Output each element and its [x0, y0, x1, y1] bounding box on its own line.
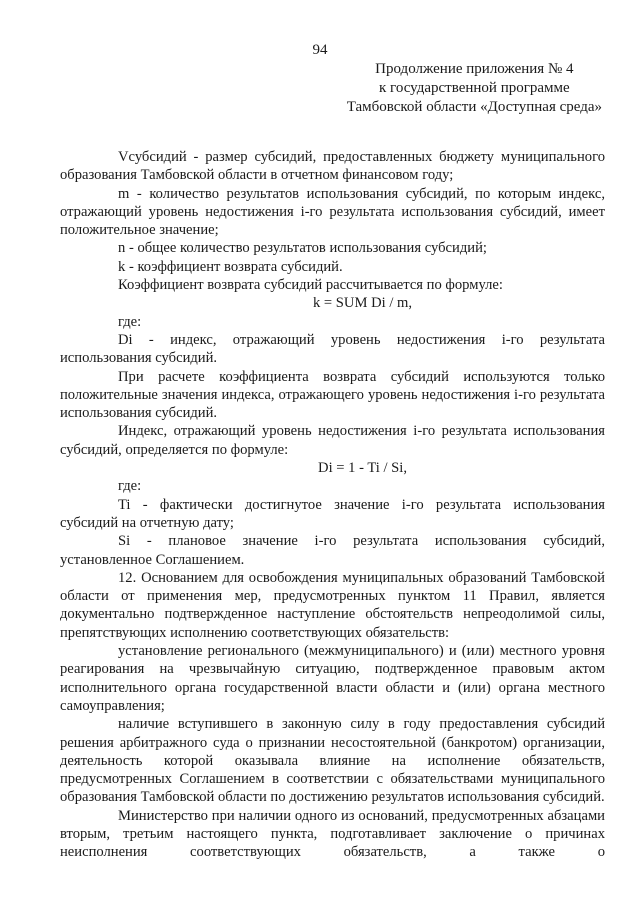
paragraph-positive-values: При расчете коэффициента возврата субсидий используются только положительные значения индекса, отражающего уровень недостижения i-го результата использования субсидий.	[60, 368, 605, 422]
paragraph-index-formula-intro: Индекс, отражающий уровень недостижения i-го результата использования субсидий, определяется по формуле:	[60, 423, 605, 458]
document-header	[347, 60, 602, 117]
header-line-3: Тамбовской области «Доступная среда»	[346, 99, 602, 115]
page-number: 94	[312, 42, 328, 58]
paragraph-di-definition: Di - индекс, отражающий уровень недостижения i-го результата использования субсидий.	[60, 331, 605, 367]
paragraph-n-definition: n - общее количество результатов использования субсидий;	[118, 240, 487, 257]
paragraph-ministry: Министерство при наличии одного из оснований, предусмотренных абзацами вторым, третьим настоящего пункта, подготавливает заключение о причинах неисполнения соответствующих обязательств, а также о	[60, 807, 605, 861]
paragraph-item-12: 12. Основанием для освобождения муниципальных образований Тамбовской области от применения мер, предусмотренных пунктом 11 Правил, является документально подтвержденное наступление обстоятельств непреодолимой силы, препятствующих исполнению соответствующих обязательств:	[60, 569, 605, 641]
where-label-2: где:	[118, 478, 142, 495]
paragraph-emergency: установление регионального (межмуниципального) и (или) местного уровня реагирования на чрезвычайную ситуацию, подтвержденное правовым актом исполнительного органа государственной власти области и (или) органа местного самоуправления;	[60, 643, 605, 714]
header-line-1: Продолжение приложения № 4	[375, 61, 574, 77]
paragraph-m-definition: m - количество результатов использования субсидий, по которым индекс, отражающий уровень недостижения i-го результата использования субсидий, имеет положительное значение;	[60, 185, 605, 239]
paragraph-arbitration: наличие вступившего в законную силу в году предоставления субсидий решения арбитражного суда о признании несостоятельной (банкротом) организации, деятельность которой оказывала влияние на исполнение обязательств, предусмотренных Соглашением в соответствии с обязательствами муниципального образования Тамбовской области по достижению результатов использования субсидий.	[60, 716, 605, 806]
paragraph-v-subsidy: Vсубсидий - размер субсидий, предоставленных бюджету муниципального образования Тамбовской области в отчетном финансовом году;	[60, 149, 605, 184]
header-line-2: к государственной программе	[379, 80, 570, 96]
formula-k: k = SUM Di / m,	[312, 295, 413, 312]
paragraph-k-formula-intro: Коэффициент возврата субсидий рассчитывается по формуле:	[118, 277, 503, 294]
paragraph-k-definition: k - коэффициент возврата субсидий.	[118, 258, 343, 275]
paragraph-ti-definition: Ti - фактически достигнутое значение i-го результата использования субсидий на отчетную дату;	[60, 496, 605, 531]
formula-di: Di = 1 - Ti / Si,	[318, 460, 407, 477]
where-label-1: где:	[118, 313, 142, 330]
paragraph-si-definition: Si - плановое значение i-го результата использования субсидий, установленное Соглашением.	[60, 533, 605, 568]
document-body	[60, 148, 605, 862]
